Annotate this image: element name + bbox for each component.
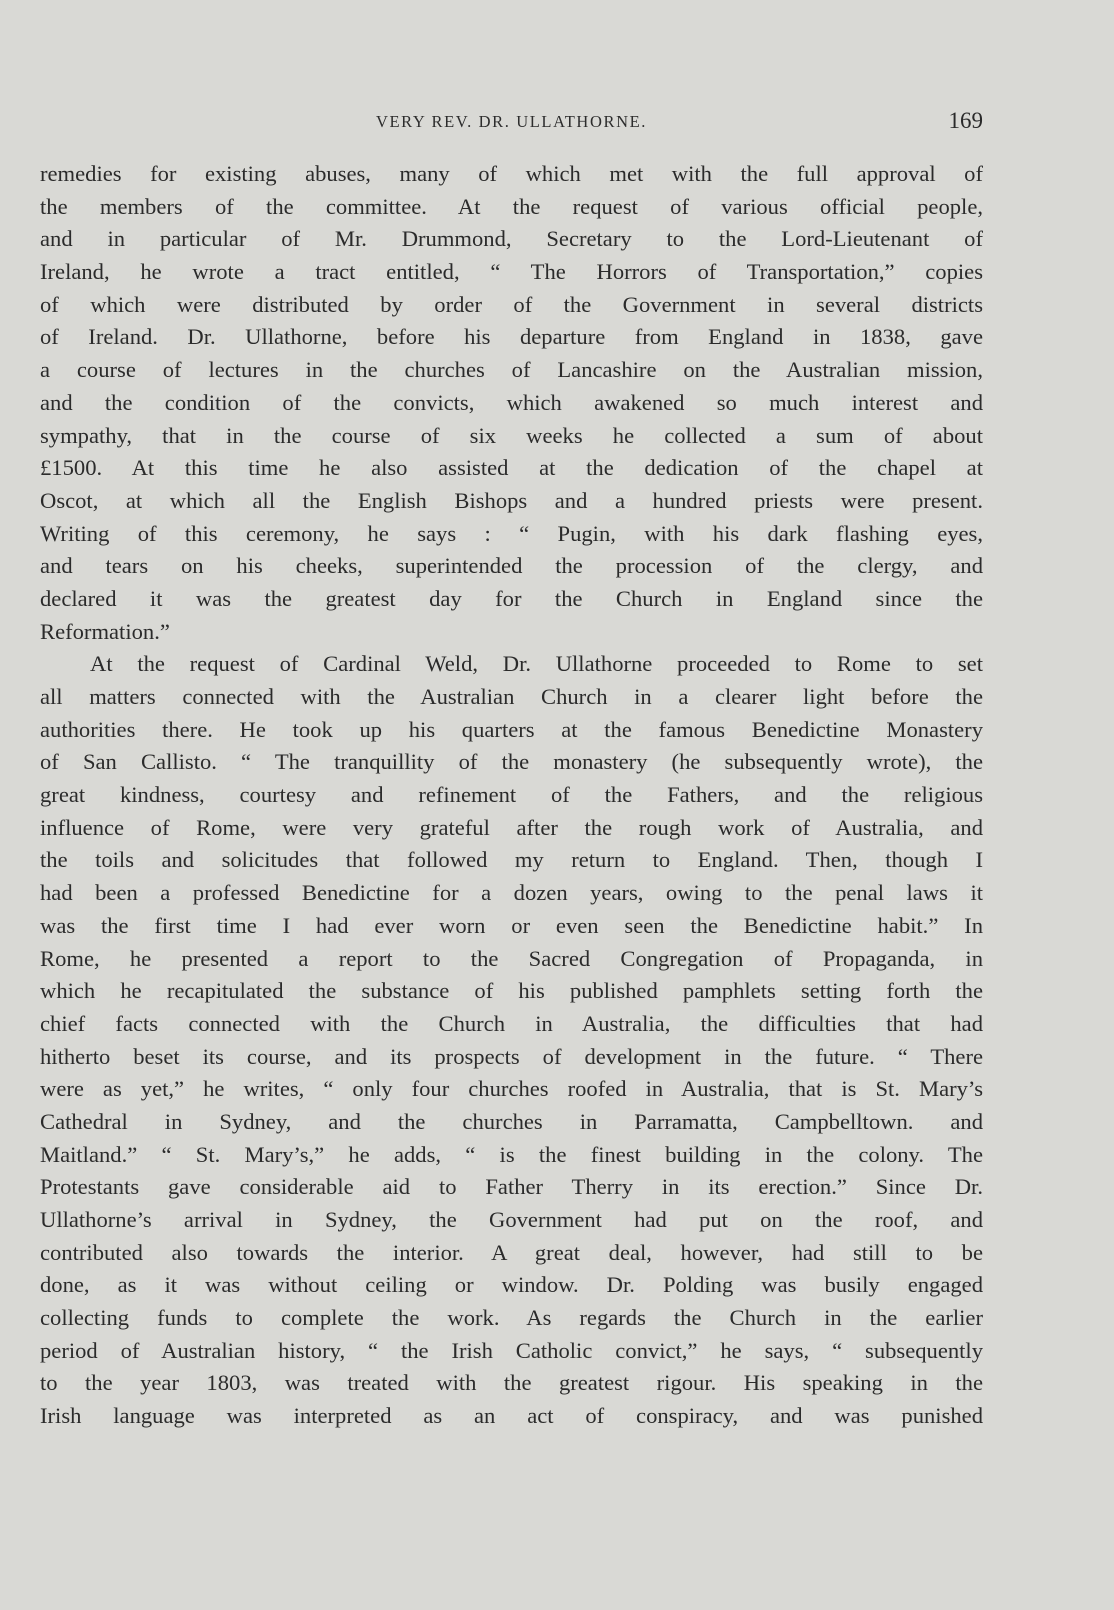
text-line: the members of the committee. At the request of various official people, [40,193,983,219]
text-line: and in particular of Mr. Drummond, Secretary to the Lord-Lieutenant of [40,226,983,252]
text-line: of San Callisto. “ The tranquillity of the monastery (he subsequently wrote), the [40,749,983,775]
text-line: Protestants gave considerable aid to Father Therry in its erection.” Since Dr. [40,1174,983,1200]
paragraph-first-line: At the request of Cardinal Weld, Dr. Ullathorne proceeded to Rome to set [90,651,983,677]
text-line: great kindness, courtesy and refinement of the Fathers, and the religious [40,782,983,808]
text-line: Rome, he presented a report to the Sacred Congregation of Propaganda, in [40,945,983,971]
text-line: and tears on his cheeks, superintended the procession of the clergy, and [40,553,983,579]
text-line: Oscot, at which all the English Bishops and a hundred priests were present. [40,487,983,513]
text-line: Cathedral in Sydney, and the churches in Parramatta, Campbelltown. and [40,1108,983,1134]
text-line: which he recapitulated the substance of his published pamphlets setting forth the [40,978,983,1004]
running-title: VERY REV. DR. ULLATHORNE. [375,112,647,131]
text-line: was the first time I had ever worn or even seen the Benedictine habit.” In [40,912,983,938]
text-line: remedies for existing abuses, many of which met with the full approval of [40,161,983,186]
text-line: all matters connected with the Australian Church in a clearer light before the [40,684,983,709]
text-line: the toils and solicitudes that followed my return to England. Then, though I [40,847,983,873]
text-line: period of Australian history, “ the Irish Catholic convict,” he says, “ subsequently [40,1337,983,1363]
text-line: sympathy, that in the course of six weeks he collected a sum of about [40,422,983,448]
text-line: of Ireland. Dr. Ullathorne, before his departure from England in 1838, gave [40,324,983,350]
text-line: contributed also towards the interior. A great deal, however, had still to be [40,1239,983,1265]
text-line: influence of Rome, were very grateful after the rough work of Australia, and [40,814,983,840]
text-line: £1500. At this time he also assisted at the dedication of the chapel at [40,455,983,481]
text-line: had been a professed Benedictine for a dozen years, owing to the penal laws it [40,880,983,906]
text-line: were as yet,” he writes, “ only four churches roofed in Australia, that is St. Mary’s [40,1076,983,1102]
paragraph-end-line: Reformation.” [40,618,170,644]
text-line: a course of lectures in the churches of Lancashire on the Australian mission, [40,357,983,383]
text-line: of which were distributed by order of the Government in several districts [40,291,983,317]
text-line: Ullathorne’s arrival in Sydney, the Government had put on the roof, and [40,1207,983,1232]
body-text [40,158,983,1433]
text-line: Maitland.” “ St. Mary’s,” he adds, “ is the finest building in the colony. The [40,1141,983,1167]
running-head [40,108,983,138]
text-line: to the year 1803, was treated with the greatest rigour. His speaking in the [40,1370,983,1396]
text-line: declared it was the greatest day for the Church in England since the [40,585,983,611]
text-line: Ireland, he wrote a tract entitled, “ The Horrors of Transportation,” copies [40,259,983,285]
text-line: done, as it was without ceiling or window. Dr. Polding was busily engaged [40,1272,983,1298]
text-line: collecting funds to complete the work. As regards the Church in the earlier [40,1305,983,1331]
text-line: authorities there. He took up his quarters at the famous Benedictine Monastery [40,716,983,742]
text-line: chief facts connected with the Church in Australia, the difficulties that had [40,1010,983,1036]
text-line: and the condition of the convicts, which awakened so much interest and [40,389,983,415]
text-line: Writing of this ceremony, he says : “ Pugin, with his dark flashing eyes, [40,520,983,546]
text-line: hitherto beset its course, and its prospects of development in the future. “ There [40,1043,983,1069]
page-number: 169 [948,108,983,133]
text-line: Irish language was interpreted as an act of conspiracy, and was punished [40,1403,983,1429]
